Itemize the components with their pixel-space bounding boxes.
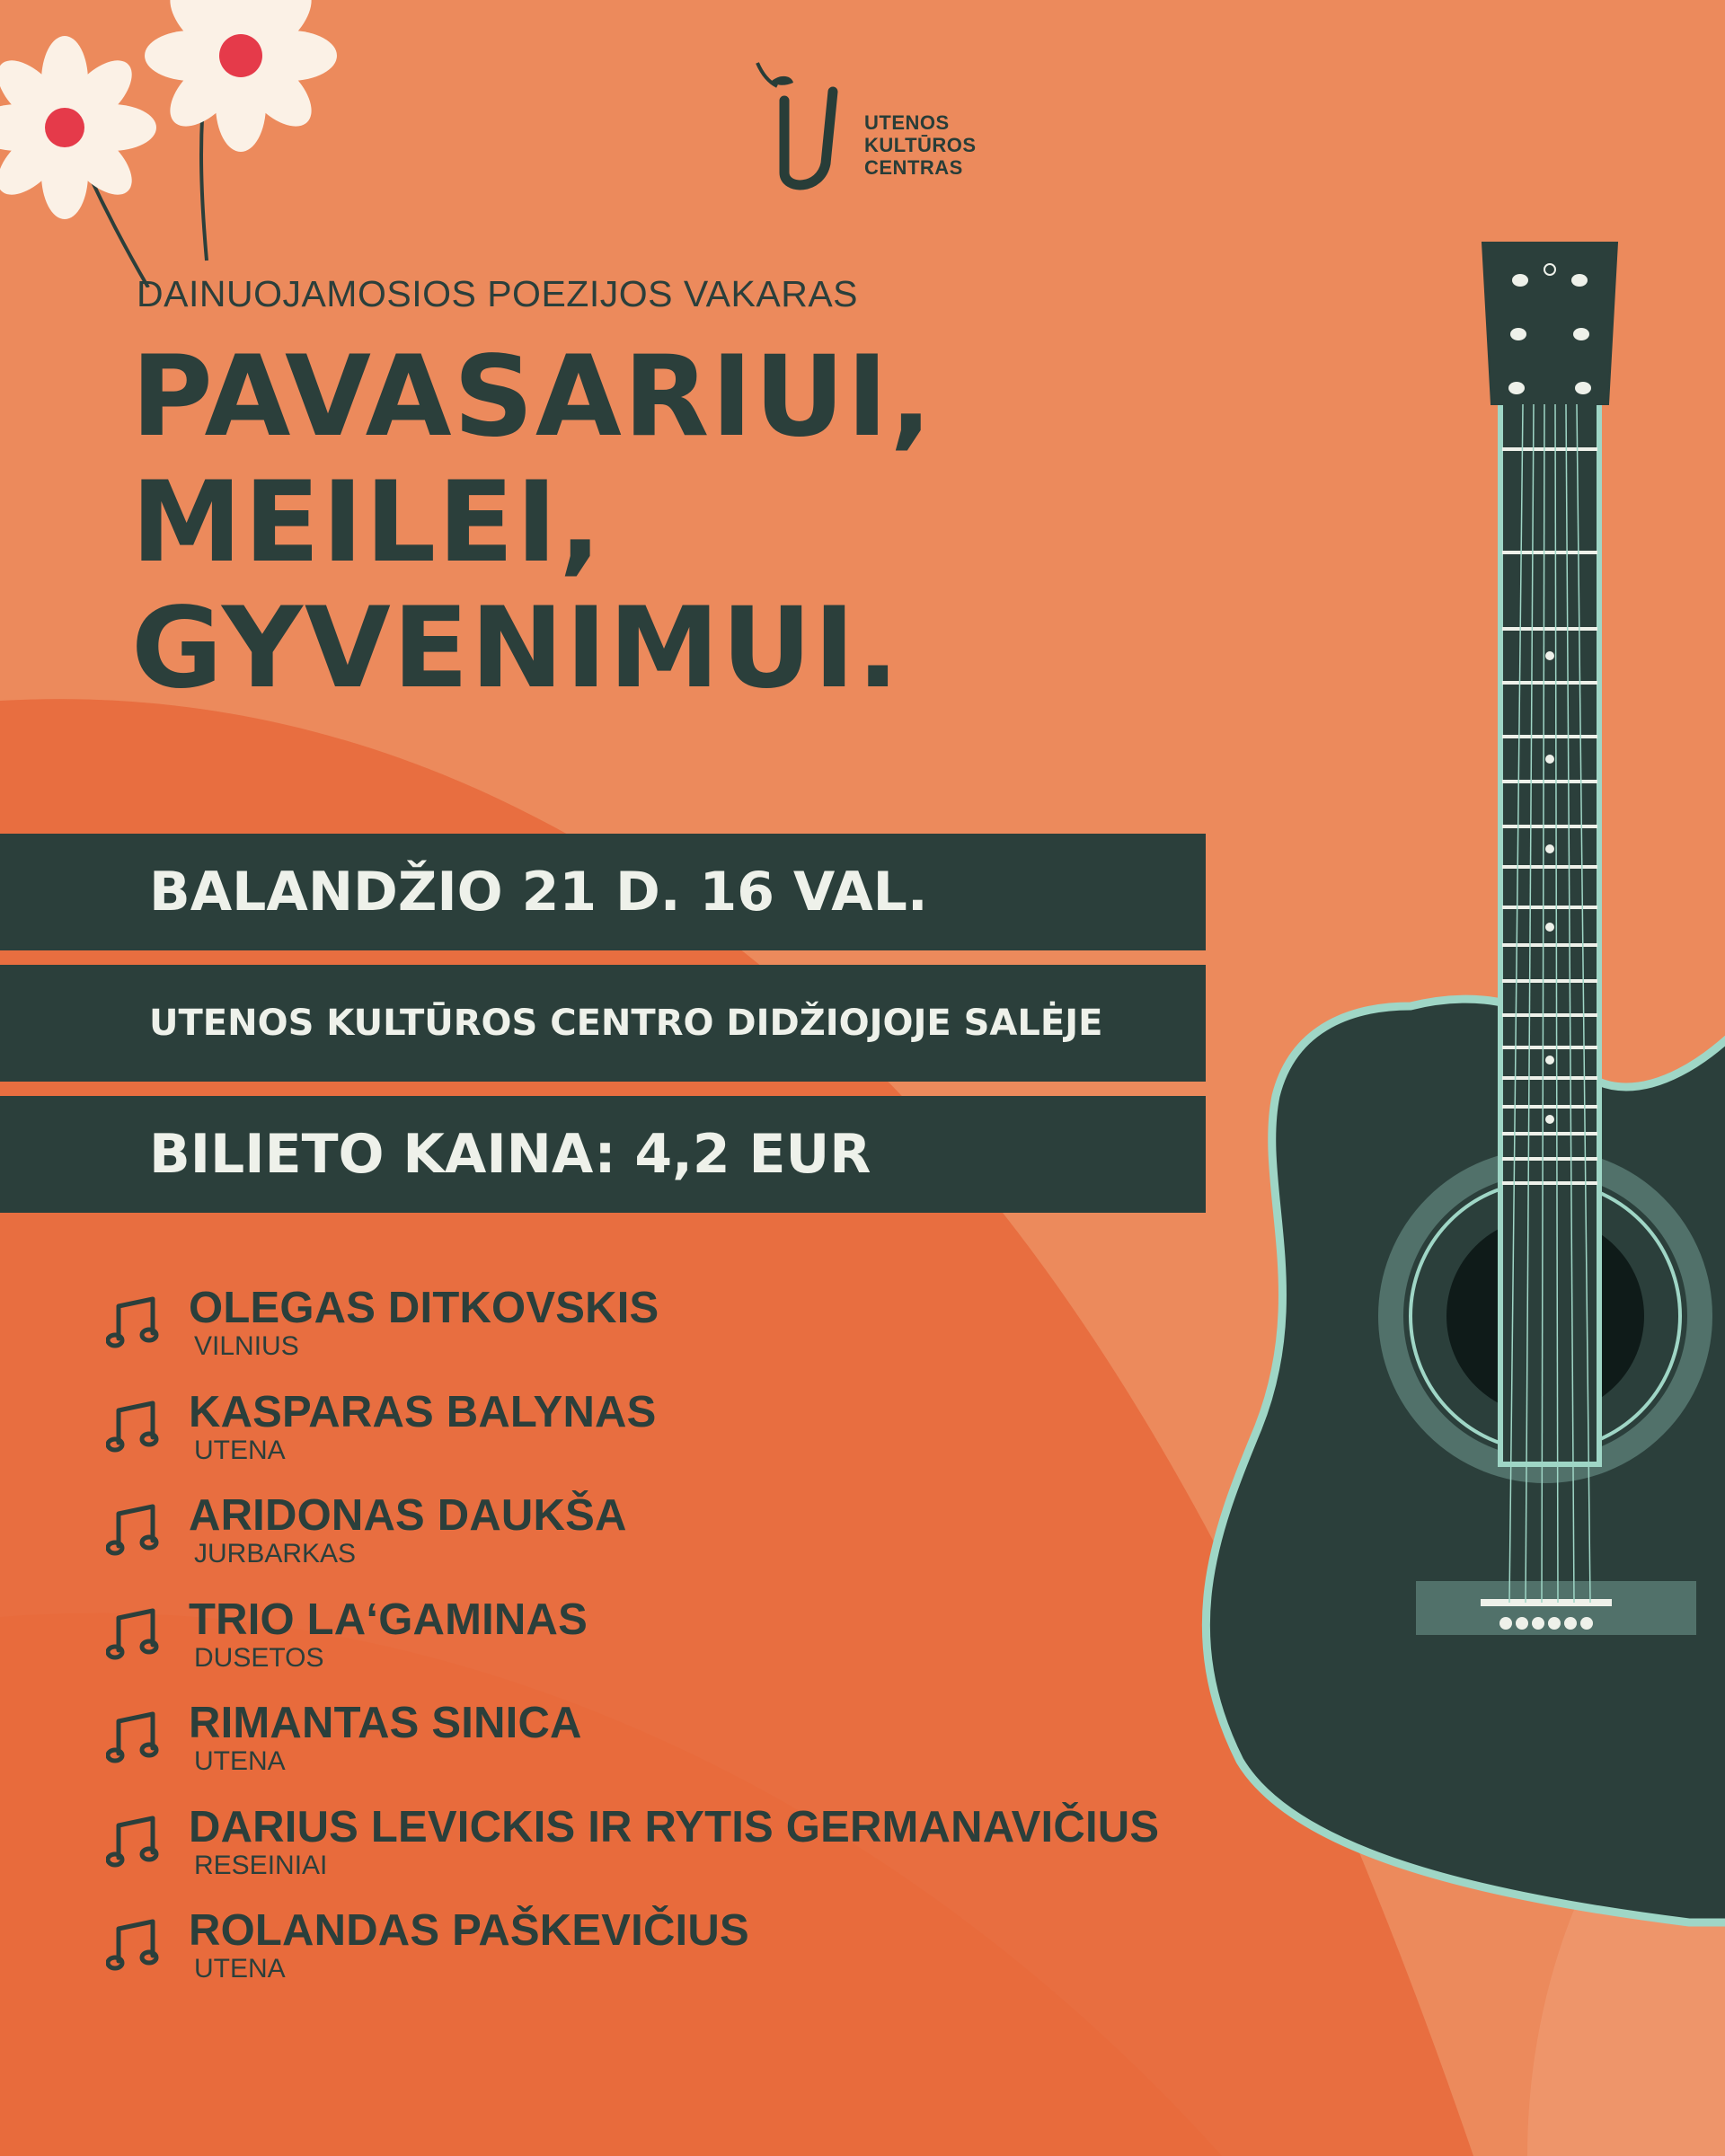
music-note-icon [106, 1398, 160, 1454]
event-title [131, 334, 933, 711]
performer-city: DUSETOS [194, 1642, 324, 1673]
title-line: GYVENIMUI. [131, 584, 901, 713]
performer-city: UTENA [194, 1746, 286, 1776]
event-date: BALANDŽIO 21 D. 16 VAL. [0, 834, 1206, 950]
performer-city: JURBARKAS [194, 1539, 357, 1568]
ticket-price: BILIETO KAINA: 4,2 EUR [0, 1096, 1206, 1213]
logo-line: CENTRAS [864, 156, 963, 179]
performer-city: UTENA [194, 1954, 286, 1984]
music-note-icon [106, 1501, 160, 1557]
performer-name: RIMANTAS SINICA [189, 1699, 582, 1747]
music-note-icon [106, 1605, 160, 1661]
event-venue: UTENOS KULTŪROS CENTRO DIDŽIOJOJE SALĖJE [0, 965, 1206, 1082]
performer-city: UTENA [194, 1435, 286, 1465]
music-note-icon [106, 1813, 160, 1869]
performer-name: DARIUS LEVICKIS IR RYTIS GERMANAVIČIUS [189, 1802, 1160, 1851]
performer-city: VILNIUS [194, 1331, 299, 1361]
performer-name: TRIO LA‘GAMINAS [189, 1595, 588, 1644]
event-subtitle: DAINUOJAMOSIOS POEZIJOS VAKARAS [137, 273, 859, 314]
music-note-icon [106, 1709, 160, 1764]
performer-name: KASPARAS BALYNAS [189, 1387, 657, 1436]
logo-line: KULTŪROS [864, 134, 977, 156]
title-line: MEILEI, [131, 458, 604, 588]
performer-name: OLEGAS DITKOVSKIS [189, 1284, 659, 1332]
logo-leaf-icon [750, 56, 849, 199]
music-note-icon [106, 1294, 160, 1349]
performer-city: RESEINIAI [194, 1850, 328, 1880]
performer-name: ROLANDAS PAŠKEVIČIUS [189, 1906, 749, 1955]
flower-icon [0, 36, 156, 219]
performer-name: ARIDONAS DAUKŠA [189, 1491, 627, 1540]
flowers-decoration [0, 0, 377, 287]
music-note-icon [106, 1916, 160, 1972]
flower-icon [145, 0, 337, 152]
logo-line: UTENOS [864, 111, 950, 134]
guitar-illustration [1186, 234, 1725, 1976]
logo-text [864, 111, 977, 179]
title-line: PAVASARIUI, [131, 332, 934, 462]
